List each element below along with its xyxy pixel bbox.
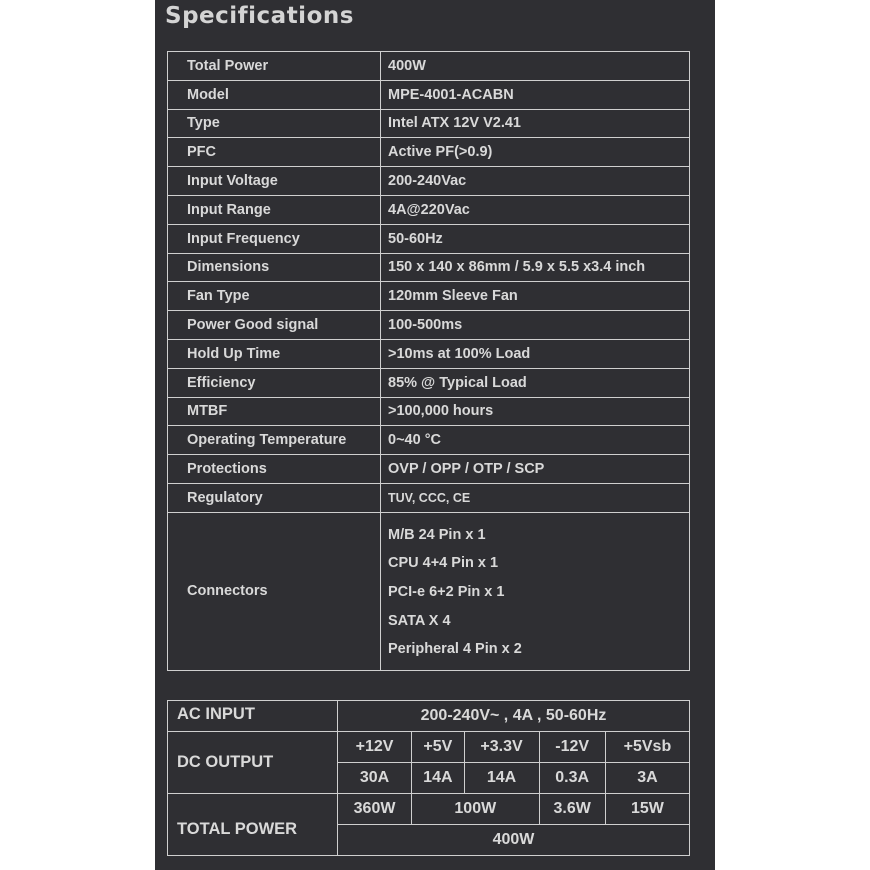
spec-value: 200-240Vac <box>381 167 690 196</box>
rail-power-12v: 360W <box>338 794 412 825</box>
spec-row <box>168 253 690 282</box>
page-title: Specifications <box>165 3 354 29</box>
spec-label: Efficiency <box>168 368 381 397</box>
spec-label: Input Voltage <box>168 167 381 196</box>
ac-input-label: AC INPUT <box>168 701 338 732</box>
spec-value: 50-60Hz <box>381 224 690 253</box>
rail-voltage: +3.3V <box>464 732 539 763</box>
spec-value: Active PF(>0.9) <box>381 138 690 167</box>
connector-item: PCI-e 6+2 Pin x 1 <box>388 583 505 600</box>
spec-value: OVP / OPP / OTP / SCP <box>381 455 690 484</box>
spec-value: MPE-4001-ACABN <box>381 80 690 109</box>
spec-row <box>168 368 690 397</box>
spec-label: Power Good signal <box>168 311 381 340</box>
spec-label: MTBF <box>168 397 381 426</box>
dc-output-label: DC OUTPUT <box>168 732 338 794</box>
rail-power-5v-3v3: 100W <box>412 794 539 825</box>
spec-value: 0~40 °C <box>381 426 690 455</box>
spec-row <box>168 224 690 253</box>
dc-rails-row <box>168 732 690 763</box>
spec-label: Operating Temperature <box>168 426 381 455</box>
spec-row <box>168 426 690 455</box>
spec-label: Protections <box>168 455 381 484</box>
spec-label: Connectors <box>168 512 381 670</box>
spec-label: Input Range <box>168 195 381 224</box>
spec-value: 4A@220Vac <box>381 195 690 224</box>
spec-value: >10ms at 100% Load <box>381 339 690 368</box>
connectors-list <box>381 512 690 670</box>
spec-row <box>168 80 690 109</box>
spec-label: Total Power <box>168 52 381 81</box>
spec-label: Dimensions <box>168 253 381 282</box>
rail-current: 0.3A <box>539 763 605 794</box>
rail-current: 14A <box>464 763 539 794</box>
spec-row <box>168 167 690 196</box>
spec-value: 85% @ Typical Load <box>381 368 690 397</box>
spec-label: Input Frequency <box>168 224 381 253</box>
connector-item: M/B 24 Pin x 1 <box>388 526 486 543</box>
rail-power-row <box>168 794 690 825</box>
rail-voltage: -12V <box>539 732 605 763</box>
rail-power-neg12v: 3.6W <box>539 794 605 825</box>
ac-input-row <box>168 701 690 732</box>
spec-row <box>168 109 690 138</box>
connector-item: SATA X 4 <box>388 612 451 629</box>
spec-value: 100-500ms <box>381 311 690 340</box>
spec-row <box>168 483 690 512</box>
spec-value: 120mm Sleeve Fan <box>381 282 690 311</box>
spec-label: Hold Up Time <box>168 339 381 368</box>
spec-label: Regulatory <box>168 483 381 512</box>
spec-label: PFC <box>168 138 381 167</box>
spec-row <box>168 339 690 368</box>
ac-input-value: 200-240V~ , 4A , 50-60Hz <box>338 701 690 732</box>
spec-value: Intel ATX 12V V2.41 <box>381 109 690 138</box>
spec-label: Type <box>168 109 381 138</box>
rail-voltage: +12V <box>338 732 412 763</box>
connector-item: CPU 4+4 Pin x 1 <box>388 555 499 572</box>
spec-row <box>168 138 690 167</box>
spec-row-connectors <box>168 512 690 670</box>
spec-table <box>167 51 690 671</box>
connector-item: Peripheral 4 Pin x 2 <box>388 641 522 658</box>
spec-table-body <box>168 52 690 513</box>
spec-value: 150 x 140 x 86mm / 5.9 x 5.5 x3.4 inch <box>381 253 690 282</box>
spec-value: >100,000 hours <box>381 397 690 426</box>
spec-value: TUV, CCC, CE <box>381 483 690 512</box>
spec-row <box>168 311 690 340</box>
rail-current: 14A <box>412 763 465 794</box>
spec-row <box>168 282 690 311</box>
spec-row <box>168 397 690 426</box>
rail-current: 3A <box>605 763 689 794</box>
power-rating-table <box>167 700 690 856</box>
rail-voltage: +5V <box>412 732 465 763</box>
spec-row <box>168 52 690 81</box>
spec-row <box>168 195 690 224</box>
spec-row <box>168 455 690 484</box>
rail-voltage: +5Vsb <box>605 732 689 763</box>
spec-label: Model <box>168 80 381 109</box>
total-power-label: TOTAL POWER <box>168 794 338 856</box>
rail-current: 30A <box>338 763 412 794</box>
spec-value: 400W <box>381 52 690 81</box>
total-power-value: 400W <box>338 825 690 856</box>
spec-label: Fan Type <box>168 282 381 311</box>
rail-power-5vsb: 15W <box>605 794 689 825</box>
